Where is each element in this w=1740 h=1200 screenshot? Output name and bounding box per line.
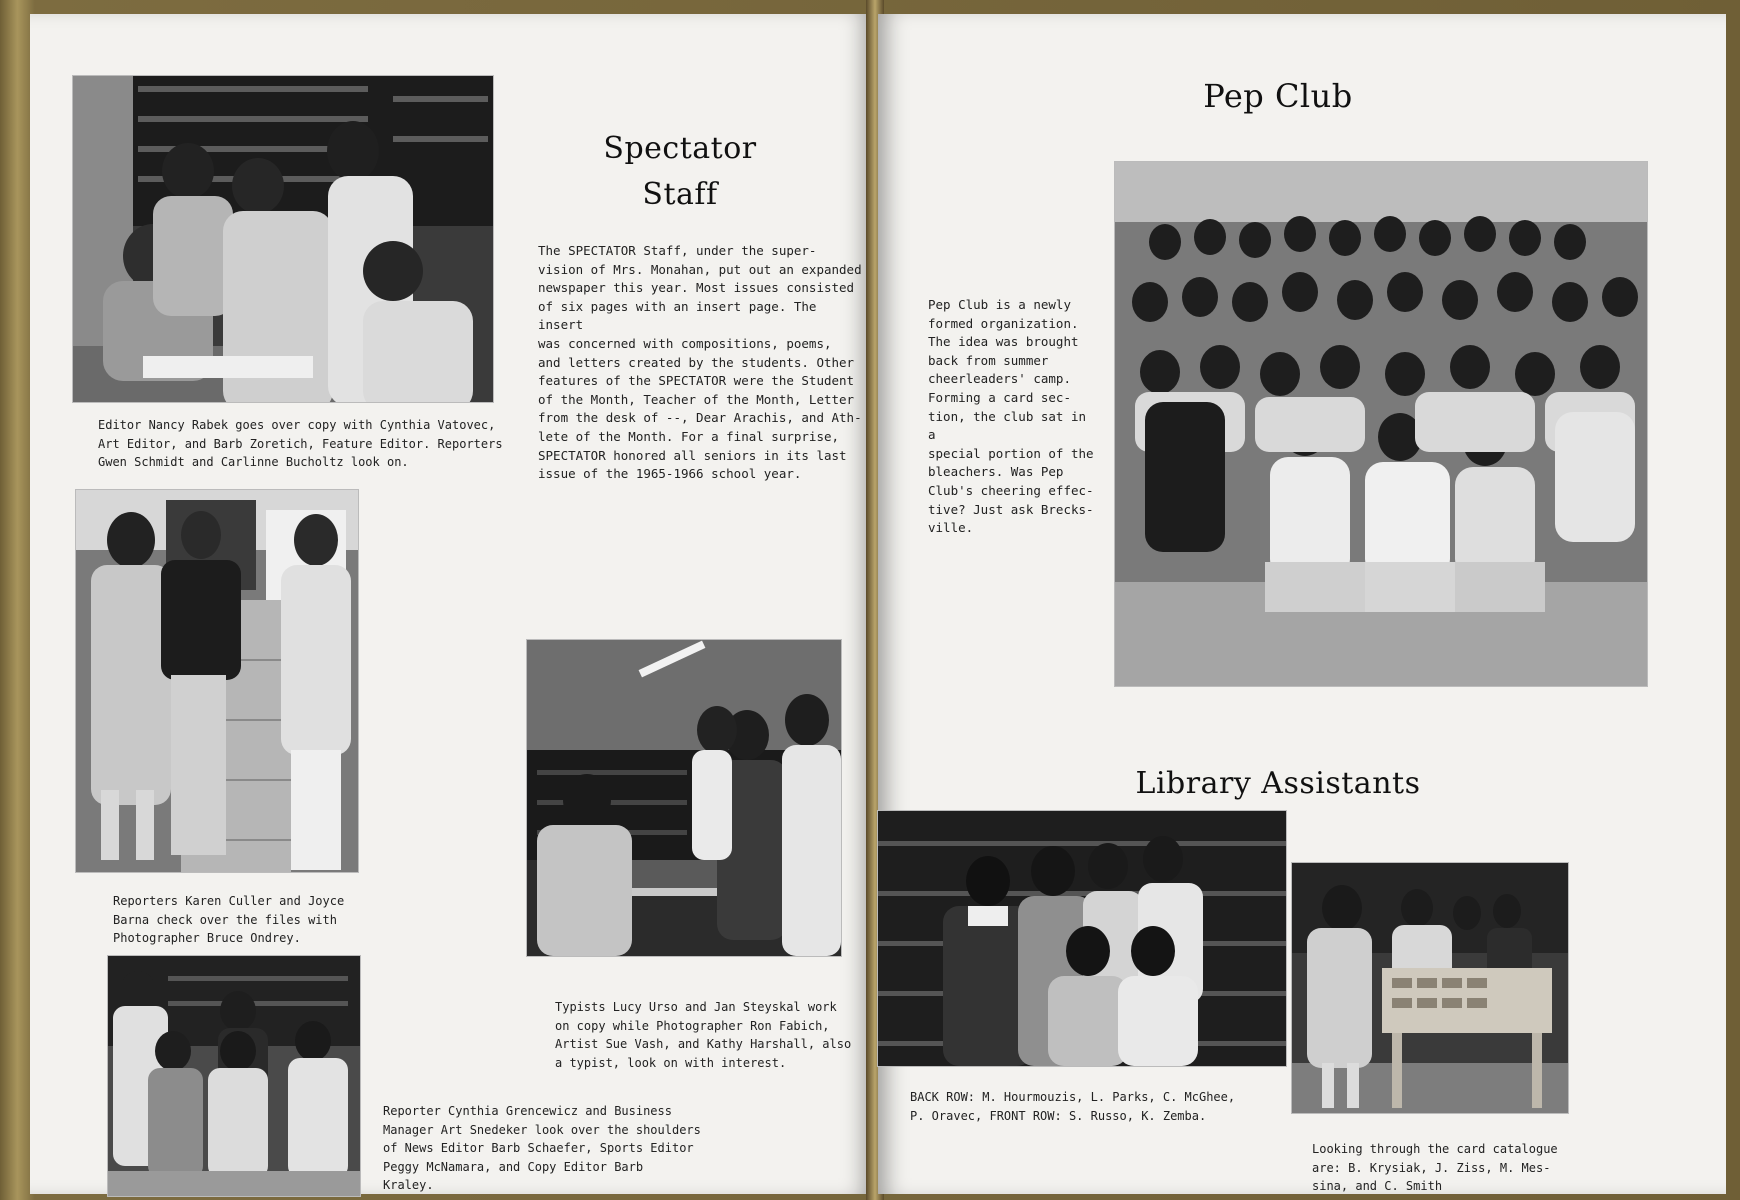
photo-business-manager <box>108 956 360 1196</box>
caption-card-catalogue: Looking through the card catalogue are: B. Krysiak, J. Ziss, M. Mes- sina, and C. Smith <box>1312 1142 1558 1193</box>
caption-editor: Editor Nancy Rabek goes over copy with Cynthia Vatovec, Art Editor, and Barb Zoretich, Feature Editor. Reporters Gwen Schmidt and Carlinne Bucholtz look on. <box>98 418 503 469</box>
spectator-heading <box>550 126 810 218</box>
photo-library-assistants <box>878 811 1286 1066</box>
pep-club-heading: Pep Club <box>1203 77 1353 115</box>
photo-pep-club <box>1115 162 1647 686</box>
photo-reporters-files <box>76 490 358 872</box>
caption-typists: Typists Lucy Urso and Jan Steyskal work on copy while Photographer Ron Fabich, Artist Sue Vash, and Kathy Harshall, also a typist, look on with interest. <box>555 1000 852 1070</box>
pep-club-body: Pep Club is a newly formed organization. The idea was brought back from summer cheerleaders' camp. Forming a card sec- tion, the club sat in a special portion of the bleachers. Was Pep Club's cheering effec- tive? Just ask Brecks- ville. <box>928 297 1094 536</box>
caption-business: Reporter Cynthia Grencewicz and Business Manager Art Snedeker look over the shoulders of News Editor Barb Schaefer, Sports Editor Peggy McNamara, and Copy Editor Barb Kraley. <box>383 1104 701 1192</box>
right-page <box>878 14 1726 1194</box>
spectator-heading-line1: Spectator <box>603 131 757 166</box>
spectator-body: The SPECTATOR Staff, under the super- vision of Mrs. Monahan, put out an expanded newspaper this year. Most issues consisted of six pages with an insert page. The insert was concerned with compositions, poems, and letters created by the students. Other features of the SPECTATOR were the Student of the Month, Teacher of the Month, Letter from the desk of --, Dear Arachis, and Ath- lete of the Month. For a final surprise, SPECTATOR honored all seniors in its last issue of the 1965-1966 school year. <box>538 243 862 482</box>
caption-library-group: BACK ROW: M. Hourmouzis, L. Parks, C. McGhee, P. Oravec, FRONT ROW: S. Russo, K. Zemba. <box>910 1090 1236 1123</box>
caption-reporters: Reporters Karen Culler and Joyce Barna check over the files with Photographer Bruce Ondrey. <box>113 894 345 945</box>
left-page <box>30 14 872 1194</box>
photo-editor-group <box>73 76 493 402</box>
photo-card-catalogue <box>1292 863 1568 1113</box>
library-heading: Library Assistants <box>1135 766 1421 801</box>
spectator-heading-line2: Staff <box>642 177 718 212</box>
photo-typists <box>527 640 841 956</box>
